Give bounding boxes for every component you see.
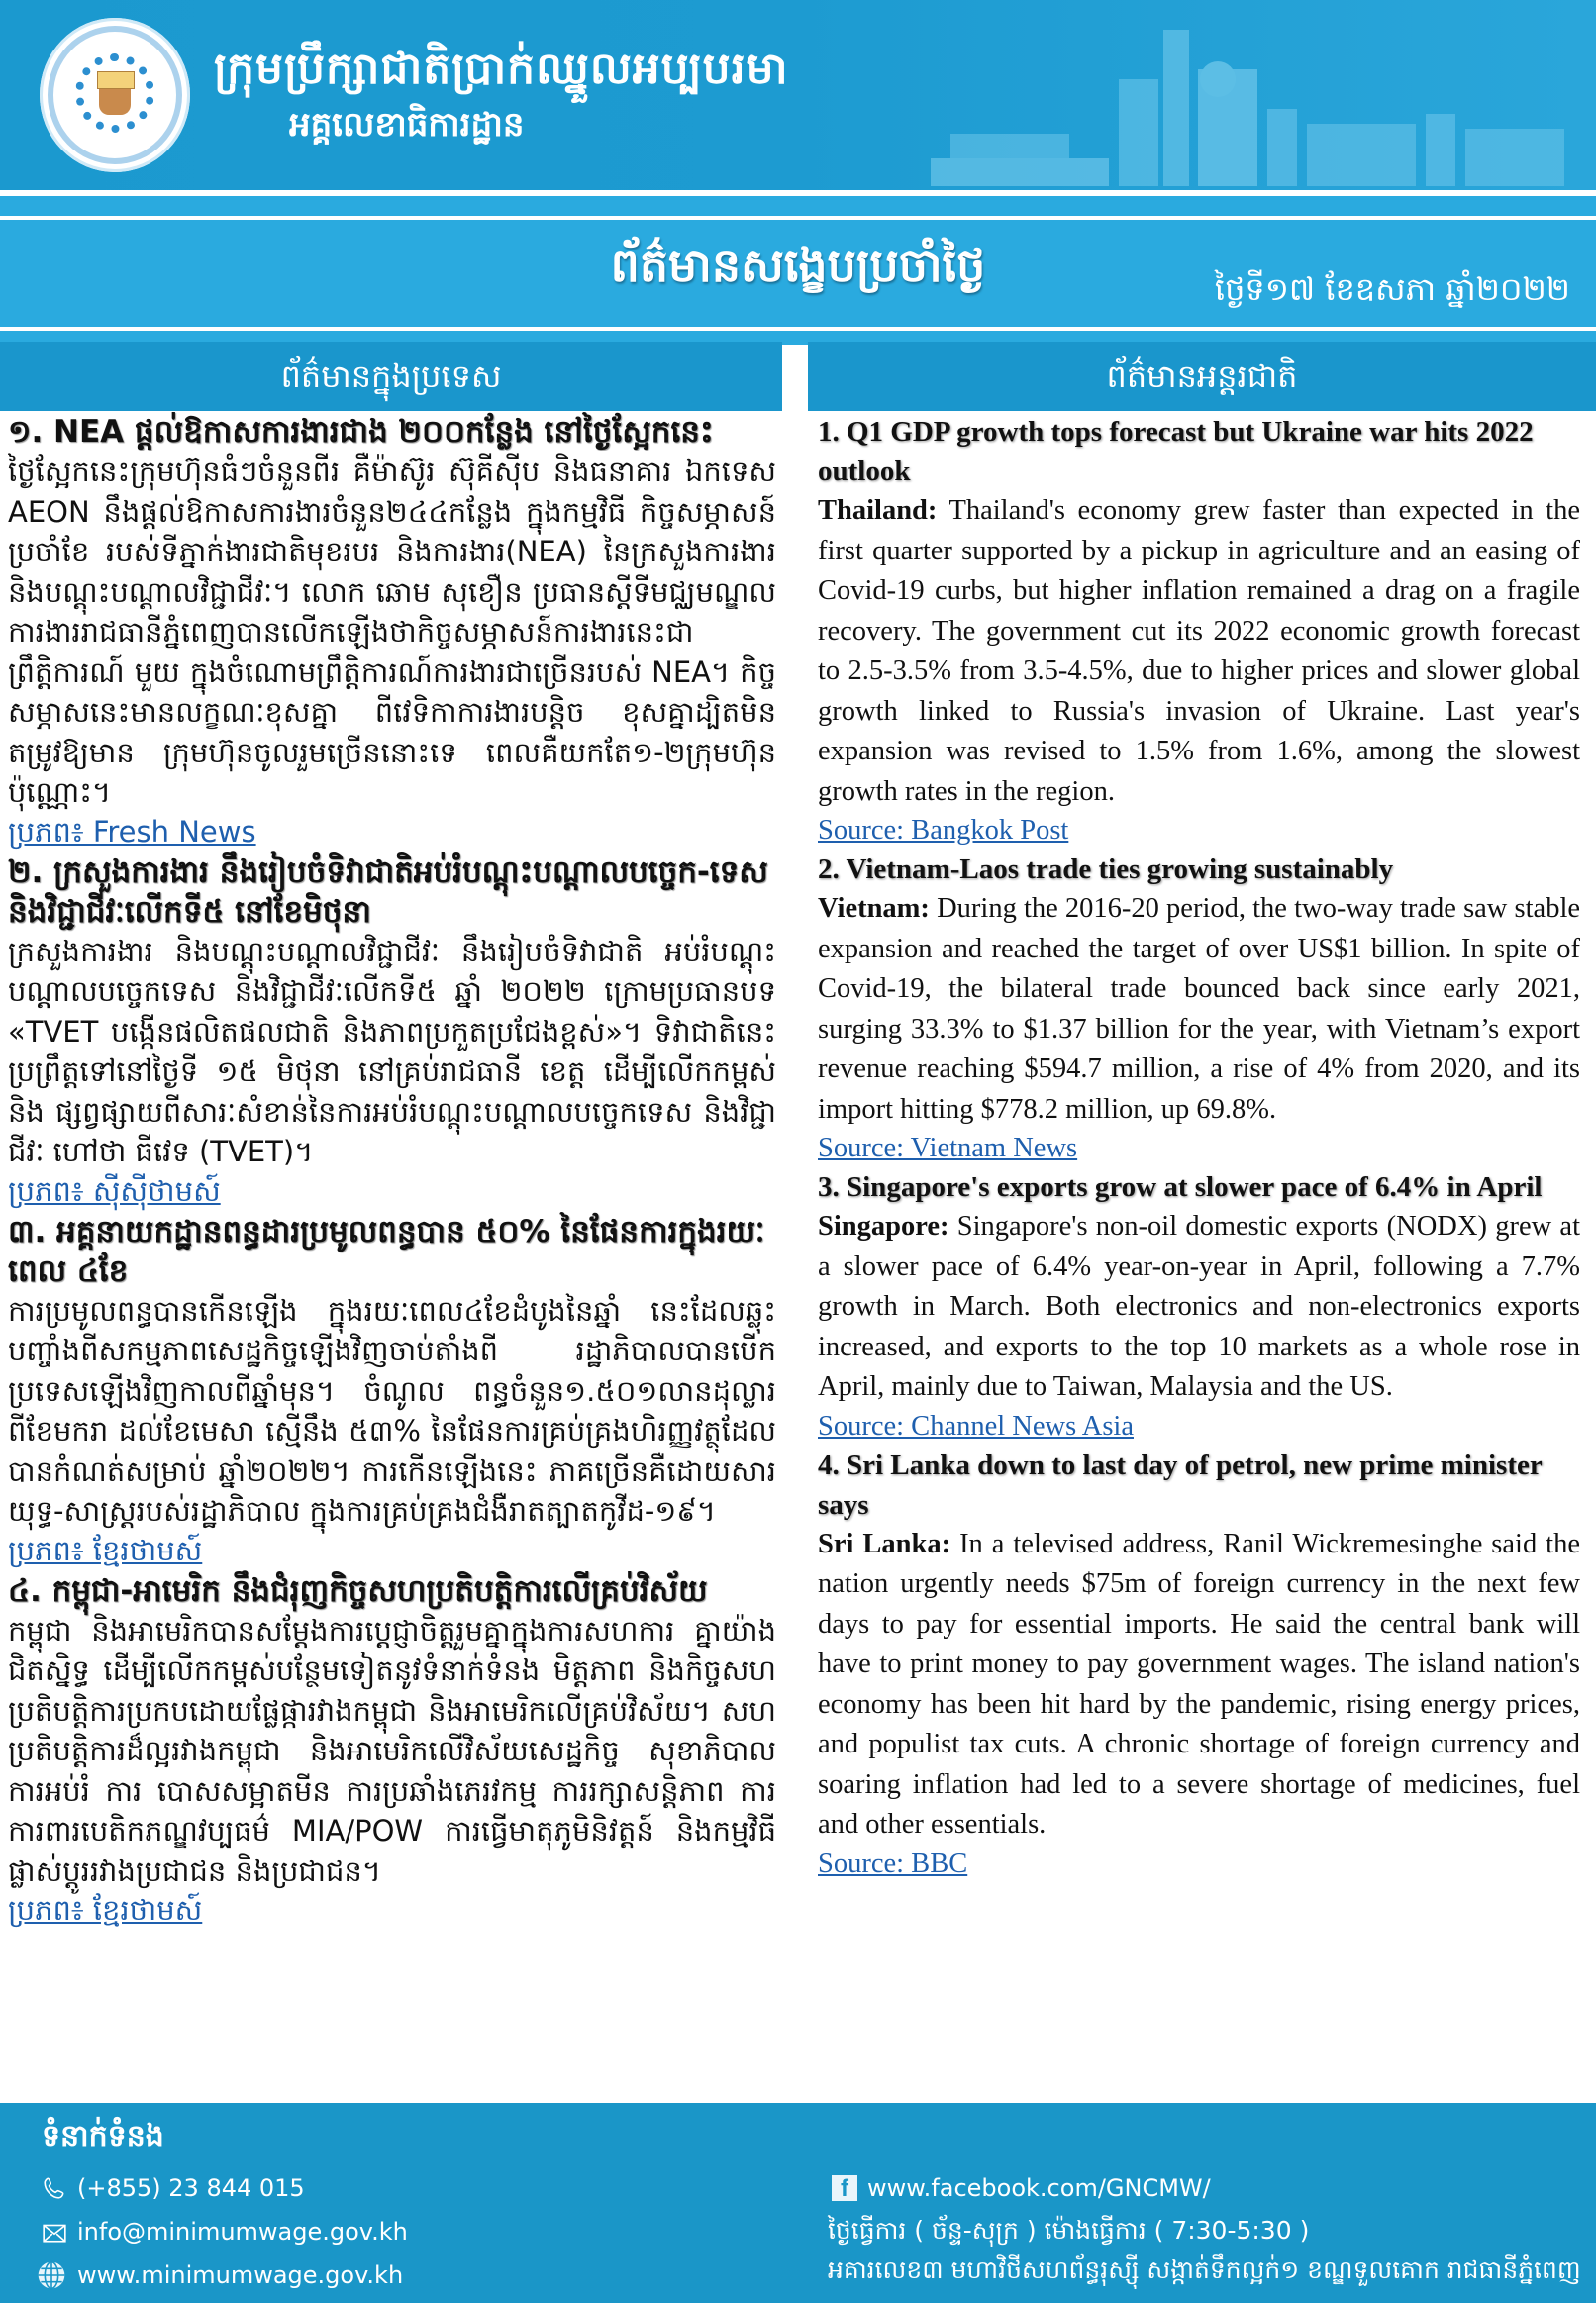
bulletin-title: ព័ត៌មានសង្ខេបប្រចាំថ្ងៃ: [610, 239, 986, 292]
article-country: Thailand:: [818, 495, 938, 526]
organization-name: ក្រុមប្រឹក្សាជាតិប្រាក់ឈ្នួលអប្បបរមា: [214, 44, 789, 94]
article-text: In a televised address, Ranil Wickremesinghe said the nation urgently needs $75m of foreign currency in the next few days to pay for essential imports. He said the central bank will have to print money to pay government wages. The island nation's economy has been hit hard by the pandemic, rising energy prices, and populist tax cuts. A chronic shortage of foreign currency and soaring inflation had led to a severe shortage of medicines, fuel and other essentials.: [818, 1528, 1580, 1840]
article-body: [818, 889, 1580, 1130]
article-source-link[interactable]: Source: BBC: [818, 1848, 968, 1879]
article-text: Thailand's economy grew faster than expected in the first quarter supported by a pickup in agriculture and an easing of Covid-19 curbs, but higher inflation remained a drag on a fragile recovery. The government cut its 2022 economic growth forecast to 2.5-3.5% from 3.5-4.5%, due to higher prices and slower global growth linked to Russia's invasion of Ukraine. Last year's expansion was revised to 1.5% from 1.6%, among the slowest growth rates in the region.: [818, 495, 1580, 807]
article-source-link[interactable]: ប្រភព៖ ខ្មែរថាមស៍: [8, 1533, 203, 1567]
article-country: Singapore:: [818, 1211, 949, 1242]
article-body: ការប្រមូលពន្ធបានកើនឡើង ក្នុងរយៈពេល៤ខែដំបូងនៃឆ្នាំ នេះដែលឆ្លុះបញ្ចាំងពីសកម្មភាពសេដ្ឋកិច្ចឡើងវិញចាប់តាំងពី រដ្ឋាភិបាលបានបើកប្រទេសឡើងវិញកាលពីឆ្នាំមុន។ ចំណូល ពន្ធចំនួន១.៥០១លានដុល្លារ ពីខែមករា ដល់ខែមេសា ស្មើនឹង ៥៣% នៃផែនការគ្រប់គ្រងហិរញ្ញវត្ថុដែលបានកំណត់សម្រាប់ ឆ្នាំ២០២២។ ការកើនឡើងនេះ ភាគច្រើនគឺដោយសារយុទ្ធ-សាស្ត្ររបស់រដ្ឋាភិបាល ក្នុងការគ្រប់គ្រងជំងឺរាតត្បាតកូវីដ-១៩។: [8, 1293, 776, 1528]
section-header-international: ព័ត៌មានអន្តរជាតិ: [808, 342, 1596, 411]
footer: [0, 2103, 1596, 2303]
article-body: [818, 1525, 1580, 1846]
news-article: [8, 852, 776, 1212]
article-country: Vietnam:: [818, 893, 930, 924]
article-source-link[interactable]: Source: Channel News Asia: [818, 1410, 1134, 1442]
article-source-link[interactable]: ប្រភព៖ ខ្មែរថាមស៍: [8, 1893, 203, 1927]
article-title: ៤. កម្ពុជា-អាមេរិក នឹងជំរុញកិច្ចសហប្រតិបត្តិការលើគ្រប់វិស័យ: [8, 1572, 708, 1609]
article-title: ១. NEA ផ្តល់ឱកាសការងារជាង ២០០កន្លែង នៅថ្ងៃស្អែកនេះ: [8, 414, 714, 450]
envelope-icon: [42, 2219, 67, 2245]
city-port-skyline-illustration: [871, 10, 1584, 190]
ministry-seal-logo: [40, 18, 190, 172]
article-title: ៣. អគ្គនាយកដ្ឋានពន្ធដារប្រមូលពន្ធបាន ៥០% នៃផែនការក្នុងរយៈពេល ៤ខែ: [8, 1213, 765, 1289]
domestic-news-column: [8, 412, 776, 2101]
globe-icon: [36, 2259, 67, 2291]
phone-number: (+855) 23 844 015: [77, 2174, 305, 2202]
office-hours: ថ្ងៃធ្វើការ ( ច័ន្ទ-សុក្រ ) ម៉ោងធ្វើការ ( 7:30-5:30 ): [828, 2216, 1310, 2245]
article-body: [818, 491, 1580, 812]
article-title: 1. Q1 GDP growth tops forecast but Ukraine war hits 2022 outlook: [818, 416, 1534, 487]
news-article: [818, 412, 1580, 850]
article-body: ក្រសួងការងារ និងបណ្ដុះបណ្ដាលវិជ្ជាជីវៈ នឹងរៀបចំទិវាជាតិ អប់រំបណ្ដុះបណ្ដាលបច្ចេកទេស និងវិជ្ជាជីវៈលើកទី៥ ឆ្នាំ ២០២២ ក្រោមប្រធានបទ «TVET បង្កើនផលិតផលជាតិ និងភាពប្រកួតប្រជែងខ្ពស់»។ ទិវាជាតិនេះ ប្រព្រឹត្តទៅនៅថ្ងៃទី ១៥ មិថុនា នៅគ្រប់រាជធានី ខេត្ត ដើម្បីលើកកម្ពស់ និង ផ្សព្វផ្សាយពីសារៈសំខាន់នៃការអប់រំបណ្ដុះបណ្ដាលបច្ចេកទេស និងវិជ្ជាជីវៈ ហៅថា ធីវេទ (TVET)។: [8, 934, 776, 1168]
office-address: អគារលេខ៣ មហាវិថីសហព័ន្ធរុស្ស៊ី សង្កាត់ទឹកល្អក់១ ខណ្ឌទួលគោក រាជធានីភ្នំពេញ: [828, 2255, 1581, 2284]
contact-heading: ទំនាក់ទំនង: [42, 2119, 164, 2153]
contact-phone[interactable]: [42, 2174, 305, 2202]
facebook-icon: f: [832, 2175, 857, 2201]
article-body: កម្ពុជា និងអាមេរិកបានសម្តែងការប្តេជ្ញាចិត្តរួមគ្នាក្នុងការសហការ គ្នាយ៉ាងជិតស្និទ្ធ ដើម្បីលើកកម្ពស់បន្ថែមទៀតនូវទំនាក់ទំនង មិត្តភាព និងកិច្ចសហប្រតិបត្តិការប្រកបដោយផ្លែផ្ការវាងកម្ពុជា និងអាមេរិកលើគ្រប់វិស័យ។ សហប្រតិបត្តិការដ៏ល្អរវាងកម្ពុជា និងអាមេរិកលើវិស័យសេដ្ឋកិច្ច សុខាភិបាល ការអប់រំ ការ បោសសម្អាតមីន ការប្រឆាំងភេរវកម្ម ការរក្សាសន្តិភាព ការ ការពារបេតិកភណ្ឌវប្បធម៌ MIA/POW ការធ្វើមាតុភូមិនិវត្តន៍ និងកម្មវិធីផ្លាស់ប្តូររវាងប្រជាជន និងប្រជាជន។: [8, 1613, 776, 1888]
email-address: info@minimumwage.gov.kh: [77, 2218, 408, 2246]
article-body: ថ្ងៃស្អែកនេះក្រុមហ៊ុនធំៗចំនួនពីរ គឺម៉ាស៊ូរ ស៊ុគីស៊ីប និងធនាគារ ឯកទេស AEON នឹងផ្តល់ឱកាសការងារចំនួន២៤៤កន្លែង ក្នុងកម្មវិធី កិច្ចសម្ភាសន៍ប្រចាំខែ របស់ទីភ្នាក់ងារជាតិមុខរបរ និងការងារ(NEA) នៃក្រសួងការងារ និងបណ្តុះបណ្តាលវិជ្ជាជីវៈ។ លោក ឆោម សុខឿន ប្រធានស្ដីទីមជ្ឈមណ្ឌលការងាររាជធានីភ្នំពេញបានលើកឡើងថាកិច្ចសម្ភាសន៍ការងារនេះជាព្រឹត្តិការណ៍ មួយ ក្នុងចំណោមព្រឹត្តិការណ៍ការងារជាច្រើនរបស់ NEA។ កិច្ចសម្ភាសនេះមានលក្ខណៈខុសគ្នា ពីវេទិកាការងារបន្តិច ខុសគ្នាដ្បិតមិនតម្រូវឱ្យមាន ក្រុមហ៊ុនចូលរួមច្រើននោះទេ ពេលគឺយកតែ១-២ក្រុមហ៊ុនប៉ុណ្ណោះ។: [8, 454, 776, 809]
news-article: [818, 1167, 1580, 1446]
bulletin-date: ថ្ងៃទី១៧ ខែឧសភា ឆ្នាំ២០២២: [1214, 270, 1570, 308]
article-source-link[interactable]: Source: Bangkok Post: [818, 815, 1069, 846]
article-body: [818, 1207, 1580, 1408]
article-country: Sri Lanka:: [818, 1528, 951, 1559]
website-url: www.minimumwage.gov.kh: [77, 2261, 404, 2289]
news-article: [8, 412, 776, 852]
news-article: [818, 850, 1580, 1167]
article-text: Singapore's non-oil domestic exports (NODX) grew at a slower pace of 6.4% year-on-year in April, following a 7.7% growth in March. Both electronics and non-electronics exports increased, and exports to the top 10 markets as a whole rose in April, mainly due to Taiwan, Malaysia and the US.: [818, 1211, 1580, 1402]
title-band: [0, 220, 1596, 327]
contact-facebook[interactable]: [832, 2174, 1211, 2202]
section-header-domestic: ព័ត៌មានក្នុងប្រទេស: [0, 342, 782, 411]
header-banner: [0, 0, 1596, 190]
facebook-url: www.facebook.com/GNCMW/: [867, 2174, 1211, 2202]
contact-website[interactable]: [36, 2259, 403, 2291]
contact-email[interactable]: [42, 2218, 408, 2246]
organization-subtitle: អគ្គលេខាធិការដ្ឋាន: [289, 105, 525, 145]
article-source-link[interactable]: ប្រភព៖ ស៊ីស៊ីថាមស៍: [8, 1173, 221, 1208]
article-title: 4. Sri Lanka down to last day of petrol, new prime minister says: [818, 1449, 1543, 1521]
phone-icon: [42, 2175, 67, 2201]
article-title: 3. Singapore's exports grow at slower pace of 6.4% in April: [818, 1171, 1543, 1203]
article-title: 2. Vietnam-Laos trade ties growing sustainably: [818, 853, 1394, 885]
news-article: [8, 1212, 776, 1571]
article-text: During the 2016-20 period, the two-way trade saw stable expansion and reached the target of over US$1 billion. In spite of Covid-19, the bilateral trade bounced back since early 2021, surging 33.3% to $1.37 billion for the year, with Vietnam’s export revenue reaching $594.7 million, a rise of 4% from 2020, and its import hitting $778.2 million, up 69.8%.: [818, 893, 1580, 1125]
international-news-column: [818, 412, 1580, 2101]
article-title: ២. ក្រសួងការងារ នឹងរៀបចំទិវាជាតិអប់រំបណ្តុះបណ្តាលបច្ចេក-ទេស និងវិជ្ជាជីវៈលើកទី៥ នៅខែមិថុនា: [8, 853, 768, 930]
book-emblem: [97, 71, 135, 89]
news-article: [818, 1446, 1580, 1883]
article-source-link[interactable]: ប្រភព៖ Fresh News: [8, 814, 256, 849]
news-article: [8, 1571, 776, 1932]
decorative-strip: [0, 196, 1596, 216]
article-source-link[interactable]: Source: Vietnam News: [818, 1133, 1078, 1163]
